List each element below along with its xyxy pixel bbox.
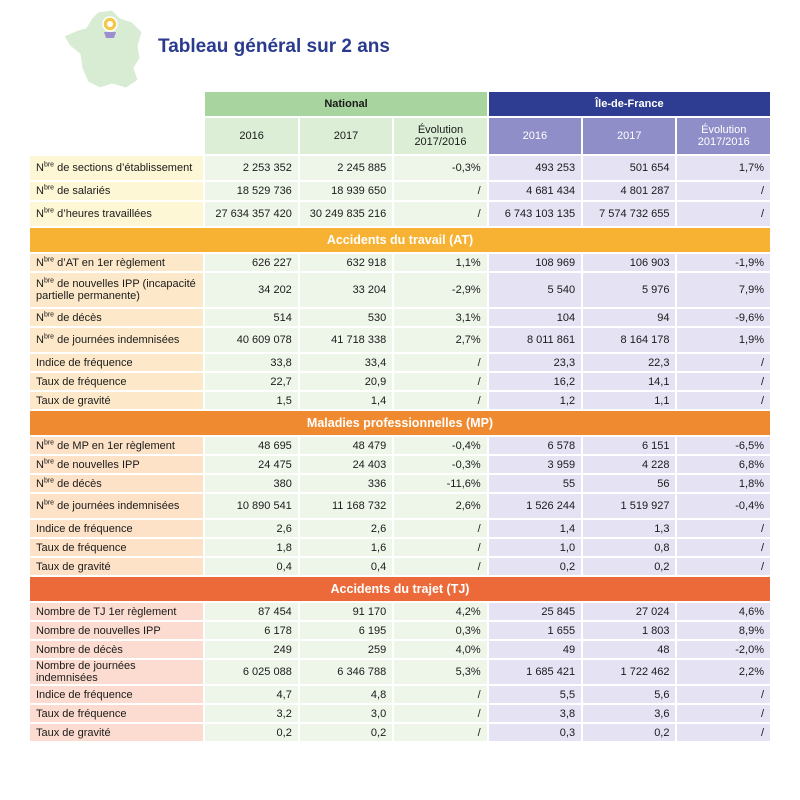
national-value-cell: 6 195 xyxy=(300,622,392,639)
row-label-text-rest: de salariés xyxy=(54,185,111,197)
row-label xyxy=(30,660,203,684)
national-value-cell: 530 xyxy=(300,309,392,326)
idf-value-cell: 56 xyxy=(583,475,675,492)
idf-value-cell: 1 803 xyxy=(583,622,675,639)
section-title-tj: Accidents du trajet (TJ) xyxy=(30,577,770,601)
row-label-superscript: bre xyxy=(43,184,55,192)
idf-value-cell: 1,3 xyxy=(583,520,675,537)
idf-value-cell: / xyxy=(677,373,770,390)
national-value-cell: 30 249 835 216 xyxy=(300,202,392,226)
row-label xyxy=(30,603,203,620)
national-value-cell: 40 609 078 xyxy=(205,328,297,352)
table-row xyxy=(30,660,770,684)
row-label-superscript: bre xyxy=(43,499,55,507)
idf-value-cell: / xyxy=(677,182,770,200)
idf-value-cell: 1 519 927 xyxy=(583,494,675,518)
row-label xyxy=(30,354,203,371)
idf-value-cell: 23,3 xyxy=(489,354,581,371)
national-value-cell: 48 695 xyxy=(205,437,297,454)
national-value-cell: -0,4% xyxy=(394,437,486,454)
idf-value-cell: / xyxy=(677,520,770,537)
table-row xyxy=(30,520,770,537)
national-value-cell: 1,4 xyxy=(300,392,392,409)
idf-value-cell: 1 655 xyxy=(489,622,581,639)
row-label xyxy=(30,182,203,200)
national-value-cell: / xyxy=(394,724,486,741)
table-row xyxy=(30,373,770,390)
idf-value-cell: / xyxy=(677,724,770,741)
section-title-mp: Maladies professionnelles (MP) xyxy=(30,411,770,435)
row-label-text: Taux de gravité xyxy=(36,726,111,739)
national-value-cell: 1,6 xyxy=(300,539,392,556)
national-value-cell: -0,3% xyxy=(394,456,486,473)
national-value-cell: 0,4 xyxy=(205,558,297,575)
idf-value-cell: 4,6% xyxy=(677,603,770,620)
table-row xyxy=(30,494,770,518)
row-label-superscript: bre xyxy=(43,310,55,318)
col-national-evolution: Évolution 2017/2016 xyxy=(394,118,486,154)
table-row xyxy=(30,603,770,620)
page-title: Tableau général sur 2 ans xyxy=(158,36,390,57)
row-label-text-rest: d’AT en 1er règlement xyxy=(54,256,165,269)
table-row xyxy=(30,539,770,556)
idf-value-cell: 48 xyxy=(583,641,675,658)
national-value-cell: 2,6 xyxy=(205,520,297,537)
row-label-text: Taux de gravité xyxy=(36,560,111,573)
idf-value-cell: 0,3 xyxy=(489,724,581,741)
row-label xyxy=(30,254,203,271)
row-label-text-rest: de nouvelles IPP (incapacité partielle permanente) xyxy=(36,278,196,302)
idf-value-cell: 49 xyxy=(489,641,581,658)
table-row xyxy=(30,437,770,454)
national-value-cell: 91 170 xyxy=(300,603,392,620)
national-value-cell: 6 346 788 xyxy=(300,660,392,684)
row-label-superscript: bre xyxy=(43,438,55,446)
row-label-superscript: bre xyxy=(43,457,55,465)
row-label-text: N xyxy=(36,500,44,512)
col-idf-2016: 2016 xyxy=(489,118,581,154)
national-value-cell: 4,2% xyxy=(394,603,486,620)
idf-value-cell: 25 845 xyxy=(489,603,581,620)
idf-value-cell: 0,2 xyxy=(489,558,581,575)
row-label-text: Indice de fréquence xyxy=(36,522,133,535)
idf-value-cell: 5,6 xyxy=(583,686,675,703)
national-value-cell: 48 479 xyxy=(300,437,392,454)
idf-value-cell: / xyxy=(677,354,770,371)
national-value-cell: / xyxy=(394,539,486,556)
national-value-cell: 41 718 338 xyxy=(300,328,392,352)
national-header: National xyxy=(205,92,486,116)
row-label xyxy=(30,392,203,409)
row-label-text: Taux de fréquence xyxy=(36,541,127,554)
national-value-cell: 1,8 xyxy=(205,539,297,556)
idf-value-cell: 0,2 xyxy=(583,724,675,741)
national-value-cell: / xyxy=(394,705,486,722)
row-label-text: N xyxy=(36,185,44,197)
idf-value-cell: 27 024 xyxy=(583,603,675,620)
idf-header: Île-de-France xyxy=(489,92,770,116)
national-value-cell: / xyxy=(394,392,486,409)
table-row xyxy=(30,641,770,658)
idf-value-cell: 8 164 178 xyxy=(583,328,675,352)
national-value-cell: 259 xyxy=(300,641,392,658)
table-row xyxy=(30,475,770,492)
national-value-cell: 3,2 xyxy=(205,705,297,722)
idf-value-cell: 501 654 xyxy=(583,156,675,180)
row-label-text: N xyxy=(36,278,44,290)
national-value-cell: 11 168 732 xyxy=(300,494,392,518)
corner-blank-2 xyxy=(30,118,203,154)
row-label xyxy=(30,273,203,307)
national-value-cell: 2 245 885 xyxy=(300,156,392,180)
national-value-cell: 20,9 xyxy=(300,373,392,390)
table-row xyxy=(30,705,770,722)
row-label xyxy=(30,456,203,473)
row-label xyxy=(30,622,203,639)
row-label-text: N xyxy=(36,256,44,269)
national-value-cell: 1,5 xyxy=(205,392,297,409)
row-label-text: Indice de fréquence xyxy=(36,356,133,369)
row-label xyxy=(30,705,203,722)
table-row xyxy=(30,354,770,371)
idf-value-cell: -9,6% xyxy=(677,309,770,326)
col-idf-evolution: Évolution 2017/2016 xyxy=(677,118,770,154)
idf-value-cell: 2,2% xyxy=(677,660,770,684)
idf-value-cell: / xyxy=(677,705,770,722)
idf-value-cell: 4 228 xyxy=(583,456,675,473)
national-value-cell: 24 403 xyxy=(300,456,392,473)
idf-value-cell: 1,1 xyxy=(583,392,675,409)
idf-value-cell: 108 969 xyxy=(489,254,581,271)
row-label xyxy=(30,202,203,226)
france-map-icon xyxy=(60,6,150,92)
idf-value-cell: 1,2 xyxy=(489,392,581,409)
row-label-text: N xyxy=(36,311,44,324)
national-value-cell: 380 xyxy=(205,475,297,492)
national-value-cell: 0,2 xyxy=(300,724,392,741)
national-value-cell: 5,3% xyxy=(394,660,486,684)
table-row xyxy=(30,456,770,473)
row-label-superscript: bre xyxy=(43,255,55,263)
row-label xyxy=(30,156,203,180)
national-value-cell: 33 204 xyxy=(300,273,392,307)
row-label xyxy=(30,373,203,390)
idf-value-cell: / xyxy=(677,539,770,556)
national-value-cell: / xyxy=(394,558,486,575)
row-label-text: Nombre de nouvelles IPP xyxy=(36,624,161,637)
national-value-cell: 27 634 357 420 xyxy=(205,202,297,226)
row-label-text: Taux de gravité xyxy=(36,394,111,407)
row-label xyxy=(30,686,203,703)
national-value-cell: 6 025 088 xyxy=(205,660,297,684)
national-value-cell: 24 475 xyxy=(205,456,297,473)
idf-value-cell: 106 903 xyxy=(583,254,675,271)
idf-value-cell: 1,0 xyxy=(489,539,581,556)
national-value-cell: 6 178 xyxy=(205,622,297,639)
national-value-cell: / xyxy=(394,373,486,390)
national-value-cell: -2,9% xyxy=(394,273,486,307)
row-label-text-rest: de MP en 1er règlement xyxy=(54,439,175,452)
national-value-cell: 4,8 xyxy=(300,686,392,703)
table-row xyxy=(30,182,770,200)
idf-value-cell: 5 976 xyxy=(583,273,675,307)
stats-table-container xyxy=(28,90,772,743)
idf-value-cell: 3,8 xyxy=(489,705,581,722)
idf-value-cell: 0,2 xyxy=(583,558,675,575)
row-label-text: N xyxy=(36,334,44,346)
national-value-cell: 22,7 xyxy=(205,373,297,390)
idf-value-cell: 94 xyxy=(583,309,675,326)
row-label-text-rest: de décès xyxy=(54,477,102,490)
idf-value-cell: / xyxy=(677,558,770,575)
idf-value-cell: 6 151 xyxy=(583,437,675,454)
idf-value-cell: 7,9% xyxy=(677,273,770,307)
national-value-cell: / xyxy=(394,520,486,537)
section-band-at xyxy=(30,228,770,252)
col-national-2017: 2017 xyxy=(300,118,392,154)
row-label-text: N xyxy=(36,458,44,471)
idf-value-cell: -0,4% xyxy=(677,494,770,518)
row-label-text-rest: d’heures travaillées xyxy=(54,208,152,220)
table-row xyxy=(30,328,770,352)
idf-value-cell: 6 578 xyxy=(489,437,581,454)
idf-value-cell: 493 253 xyxy=(489,156,581,180)
national-value-cell: 336 xyxy=(300,475,392,492)
idf-value-cell: 14,1 xyxy=(583,373,675,390)
national-value-cell: -0,3% xyxy=(394,156,486,180)
national-value-cell: 0,4 xyxy=(300,558,392,575)
national-value-cell: / xyxy=(394,686,486,703)
corner-blank xyxy=(30,92,203,116)
row-label xyxy=(30,539,203,556)
row-label-superscript: bre xyxy=(43,476,55,484)
idf-value-cell: 1,7% xyxy=(677,156,770,180)
row-label-superscript: bre xyxy=(43,161,55,169)
idf-value-cell: 1 685 421 xyxy=(489,660,581,684)
table-row xyxy=(30,309,770,326)
national-value-cell: 2,6% xyxy=(394,494,486,518)
idf-value-cell: 4 681 434 xyxy=(489,182,581,200)
row-label xyxy=(30,494,203,518)
national-value-cell: 34 202 xyxy=(205,273,297,307)
table-row xyxy=(30,622,770,639)
row-label xyxy=(30,724,203,741)
row-label-superscript: bre xyxy=(43,277,55,285)
national-value-cell: 33,8 xyxy=(205,354,297,371)
row-label-text: Nombre de journées indemnisées xyxy=(36,660,136,684)
row-label-superscript: bre xyxy=(43,207,55,215)
national-value-cell: 2,6 xyxy=(300,520,392,537)
table-row xyxy=(30,202,770,226)
row-label xyxy=(30,309,203,326)
row-label-text-rest: de décès xyxy=(54,311,102,324)
table-row xyxy=(30,254,770,271)
table-row xyxy=(30,686,770,703)
idf-value-cell: / xyxy=(677,686,770,703)
section-band-tj xyxy=(30,577,770,601)
idf-value-cell: 1 526 244 xyxy=(489,494,581,518)
idf-value-cell: 0,8 xyxy=(583,539,675,556)
idf-value-cell: 6 743 103 135 xyxy=(489,202,581,226)
col-national-2016: 2016 xyxy=(205,118,297,154)
idf-value-cell: 7 574 732 655 xyxy=(583,202,675,226)
idf-value-cell: 22,3 xyxy=(583,354,675,371)
row-label xyxy=(30,475,203,492)
national-value-cell: 2 253 352 xyxy=(205,156,297,180)
row-label-text: N xyxy=(36,162,44,174)
table-row xyxy=(30,273,770,307)
row-label-text: N xyxy=(36,208,44,220)
row-label-text: Taux de fréquence xyxy=(36,707,127,720)
row-label-text: Indice de fréquence xyxy=(36,688,133,701)
idf-value-cell: 55 xyxy=(489,475,581,492)
national-value-cell: / xyxy=(394,354,486,371)
national-value-cell: 3,1% xyxy=(394,309,486,326)
national-value-cell: 4,7 xyxy=(205,686,297,703)
row-label xyxy=(30,437,203,454)
row-label-text-rest: de journées indemnisées xyxy=(54,334,180,346)
national-value-cell: 626 227 xyxy=(205,254,297,271)
idf-value-cell: / xyxy=(677,202,770,226)
national-value-cell: 2,7% xyxy=(394,328,486,352)
idf-value-cell: 8 011 861 xyxy=(489,328,581,352)
idf-value-cell: 1,4 xyxy=(489,520,581,537)
row-label-text: N xyxy=(36,477,44,490)
col-idf-2017: 2017 xyxy=(583,118,675,154)
row-label-text: Taux de fréquence xyxy=(36,375,127,388)
idf-value-cell: 1,8% xyxy=(677,475,770,492)
idf-value-cell: 5,5 xyxy=(489,686,581,703)
idf-value-cell: 6,8% xyxy=(677,456,770,473)
national-value-cell: 18 529 736 xyxy=(205,182,297,200)
idf-value-cell: 5 540 xyxy=(489,273,581,307)
national-value-cell: / xyxy=(394,202,486,226)
national-value-cell: 3,0 xyxy=(300,705,392,722)
national-value-cell: 10 890 541 xyxy=(205,494,297,518)
table-row xyxy=(30,724,770,741)
national-value-cell: 4,0% xyxy=(394,641,486,658)
row-label xyxy=(30,520,203,537)
table-row xyxy=(30,558,770,575)
idf-value-cell: / xyxy=(677,392,770,409)
national-value-cell: 0,2 xyxy=(205,724,297,741)
national-value-cell: 33,4 xyxy=(300,354,392,371)
row-label-text-rest: de sections d’établissement xyxy=(54,162,193,174)
idf-value-cell: -2,0% xyxy=(677,641,770,658)
section-band-mp xyxy=(30,411,770,435)
national-value-cell: 87 454 xyxy=(205,603,297,620)
stats-table xyxy=(28,90,772,743)
national-value-cell: 249 xyxy=(205,641,297,658)
idf-value-cell: -1,9% xyxy=(677,254,770,271)
row-label-superscript: bre xyxy=(43,333,55,341)
national-value-cell: 18 939 650 xyxy=(300,182,392,200)
national-value-cell: 0,3% xyxy=(394,622,486,639)
national-value-cell: 632 918 xyxy=(300,254,392,271)
row-label xyxy=(30,328,203,352)
row-label-text-rest: de nouvelles IPP xyxy=(54,458,140,471)
idf-value-cell: 3,6 xyxy=(583,705,675,722)
row-label xyxy=(30,641,203,658)
idf-value-cell: 16,2 xyxy=(489,373,581,390)
idf-value-cell: 4 801 287 xyxy=(583,182,675,200)
row-label-text-rest: de journées indemnisées xyxy=(54,500,180,512)
table-body xyxy=(30,156,770,741)
idf-value-cell: 8,9% xyxy=(677,622,770,639)
national-value-cell: -11,6% xyxy=(394,475,486,492)
table-row xyxy=(30,156,770,180)
row-label-text: N xyxy=(36,439,44,452)
row-label-text: Nombre de décès xyxy=(36,643,123,656)
row-label xyxy=(30,558,203,575)
idf-value-cell: 3 959 xyxy=(489,456,581,473)
idf-value-cell: 1 722 462 xyxy=(583,660,675,684)
idf-value-cell: -6,5% xyxy=(677,437,770,454)
table-row xyxy=(30,392,770,409)
national-value-cell: 514 xyxy=(205,309,297,326)
row-label-text: Nombre de TJ 1er règlement xyxy=(36,605,177,618)
national-value-cell: / xyxy=(394,182,486,200)
section-title-at: Accidents du travail (AT) xyxy=(30,228,770,252)
idf-value-cell: 1,9% xyxy=(677,328,770,352)
idf-value-cell: 104 xyxy=(489,309,581,326)
national-value-cell: 1,1% xyxy=(394,254,486,271)
